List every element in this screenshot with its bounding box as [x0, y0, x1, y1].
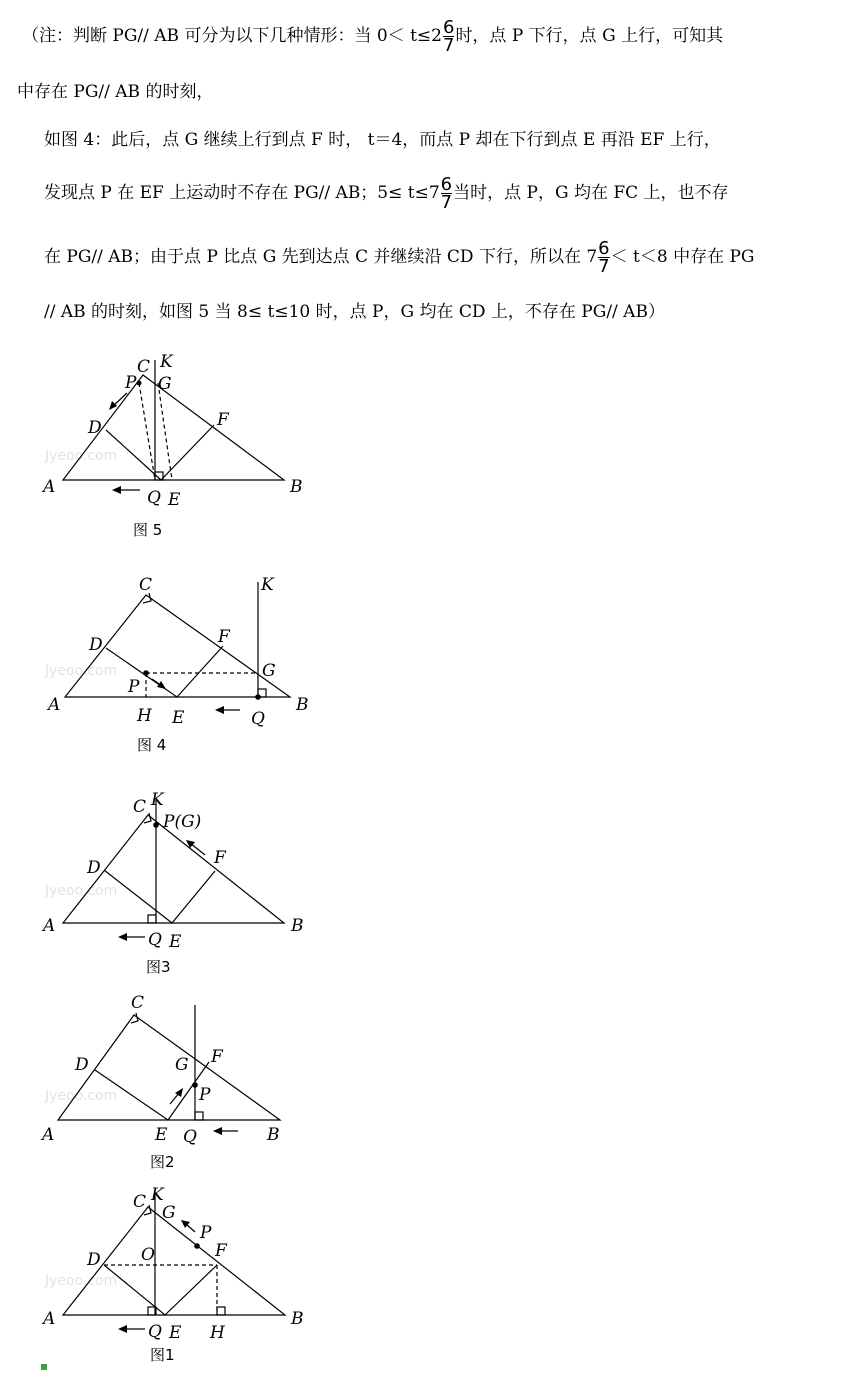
figure-5-caption: 图 5 — [133, 521, 163, 539]
figure-1-diagram — [0, 1180, 330, 1365]
label-b: B — [290, 477, 303, 497]
watermark: Jyeoo.com — [45, 1273, 118, 1289]
label-b: B — [291, 916, 304, 936]
fraction: $\frac{6}{7}$ — [442, 17, 455, 56]
watermark: Jyeoo.com — [45, 883, 118, 899]
note-line-5-text-b: ＜ t＜8 中存在 PG — [610, 247, 755, 267]
label-a: A — [43, 916, 56, 936]
label-p: P — [128, 677, 140, 697]
arrowhead — [215, 706, 224, 714]
figure-2-caption: 图2 — [150, 1153, 175, 1171]
label-e: E — [169, 932, 182, 952]
note-line-1-text-a: （注：判断 PG// AB 可分为以下几种情形：当 0＜ t≤2 — [22, 26, 442, 46]
dashed-pq — [139, 383, 155, 480]
square-sides — [104, 1265, 217, 1315]
right-angle-mark — [195, 1112, 203, 1120]
label-k: K — [151, 1185, 164, 1205]
label-f: F — [211, 1047, 223, 1067]
note-line-1 — [22, 19, 723, 54]
arrowhead — [112, 486, 121, 494]
label-q: Q — [148, 1322, 162, 1342]
label-k: K — [160, 352, 173, 372]
label-b: B — [296, 695, 309, 715]
figure-4-diagram — [0, 570, 330, 760]
label-a: A — [43, 1309, 56, 1329]
label-g: G — [175, 1055, 189, 1075]
label-q: Q — [251, 709, 265, 729]
figure-2 — [0, 990, 330, 1180]
note-line-6: // AB 的时刻，如图 5 当 8≤ t≤10 时，点 P，G 均在 CD 上，不存在 PG// AB） — [44, 302, 665, 322]
label-e: E — [155, 1125, 168, 1145]
label-f: F — [218, 627, 230, 647]
right-angle-mark — [217, 1307, 225, 1315]
label-o: O — [141, 1245, 155, 1265]
label-a: A — [48, 695, 61, 715]
label-d: D — [87, 858, 101, 878]
note-line-4 — [44, 176, 729, 211]
label-a: A — [42, 1125, 55, 1145]
label-q: Q — [183, 1127, 197, 1147]
note-line-1-text-b: 时，点 P 下行，点 G 上行，可知其 — [455, 26, 724, 46]
figure-4 — [0, 570, 330, 760]
note-line-2: 中存在 PG// AB 的时刻， — [17, 82, 214, 102]
figure-1-caption: 图1 — [150, 1346, 175, 1364]
fraction: $\frac{6}{7}$ — [440, 174, 453, 213]
label-d: D — [89, 635, 103, 655]
point-p — [192, 1082, 198, 1088]
note-line-4-text-a: 发现点 P 在 EF 上运动时不存在 PG// AB；5≤ t≤7 — [44, 183, 440, 203]
point-q — [255, 694, 261, 700]
arrowhead — [118, 933, 127, 941]
label-d: D — [87, 1250, 101, 1270]
label-c: C — [131, 993, 145, 1013]
arrowhead — [157, 681, 166, 689]
label-f: F — [215, 1241, 227, 1261]
watermark: Jyeoo.com — [45, 448, 118, 464]
watermark: Jyeoo.com — [45, 663, 118, 679]
fraction: $\frac{6}{7}$ — [598, 238, 610, 277]
label-p: P — [199, 1085, 211, 1105]
label-h: H — [210, 1323, 225, 1343]
label-d: D — [75, 1055, 89, 1075]
label-b: B — [291, 1309, 304, 1329]
arrowhead — [109, 401, 117, 410]
figure-2-diagram — [0, 990, 330, 1180]
note-line-5 — [44, 240, 755, 275]
label-e: E — [168, 490, 181, 510]
watermark: Jyeoo.com — [45, 1088, 118, 1104]
corner-mark — [41, 1364, 47, 1370]
label-f: F — [217, 410, 229, 430]
label-f: F — [214, 848, 226, 868]
label-d: D — [88, 418, 102, 438]
point-p — [143, 670, 149, 676]
note-line-3: 如图 4：此后，点 G 继续上行到点 F 时， t＝4，而点 P 却在下行到点 E 再沿 EF 上行， — [44, 130, 721, 150]
label-c: C — [133, 1192, 147, 1212]
point-pg — [153, 822, 159, 828]
triangle-abc — [58, 1015, 280, 1120]
figure-1 — [0, 1180, 330, 1365]
right-angle-mark — [148, 915, 156, 923]
dashed-ge — [158, 383, 172, 480]
label-c: C — [139, 575, 153, 595]
note-line-4-text-b: 当时，点 P，G 均在 FC 上，也不存 — [453, 183, 729, 203]
square-sides — [104, 870, 215, 923]
label-c: C — [137, 357, 151, 377]
arrowhead — [118, 1325, 127, 1333]
label-g: G — [162, 1203, 176, 1223]
label-q: Q — [148, 930, 162, 950]
label-k: K — [261, 575, 274, 595]
label-e: E — [169, 1323, 182, 1343]
point-p — [137, 381, 142, 386]
figure-3 — [0, 785, 330, 980]
label-p: P — [125, 373, 137, 393]
figure-5-diagram — [0, 345, 330, 545]
label-c: C — [133, 797, 147, 817]
label-g: G — [262, 661, 276, 681]
figure-3-caption: 图3 — [146, 958, 171, 976]
label-b: B — [267, 1125, 280, 1145]
arrowhead — [213, 1127, 222, 1135]
label-a: A — [43, 477, 56, 497]
figure-5 — [0, 345, 330, 545]
arrow-p — [186, 1224, 195, 1232]
label-q: Q — [147, 488, 161, 508]
label-h: H — [137, 706, 152, 726]
note-line-5-text-a: 在 PG// AB；由于点 P 比点 G 先到达点 C 并继续沿 CD 下行，所以在 7 — [44, 247, 598, 267]
figure-3-diagram — [0, 785, 330, 980]
point-p — [194, 1243, 200, 1249]
label-g: G — [158, 374, 172, 394]
label-k: K — [151, 790, 164, 810]
square-sides — [106, 646, 223, 697]
label-e: E — [172, 708, 185, 728]
figure-4-caption: 图 4 — [137, 736, 167, 754]
label-pg: P(G) — [163, 812, 202, 832]
label-p: P — [200, 1223, 212, 1243]
